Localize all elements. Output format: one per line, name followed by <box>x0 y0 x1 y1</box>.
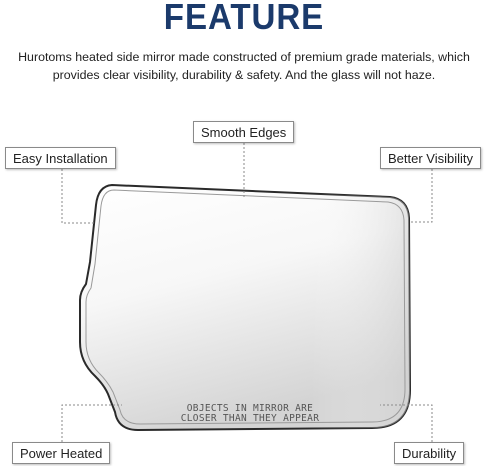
leader-power-heated <box>62 405 122 442</box>
feature-label-easy-installation: Easy Installation <box>5 147 116 169</box>
feature-label-durability: Durability <box>394 442 464 464</box>
mirror-warning-line2: CLOSER THAN THEY APPEAR <box>180 413 320 424</box>
leader-better-visibility <box>409 169 432 222</box>
page-title: FEATURE <box>163 0 325 37</box>
mirror-warning-text <box>150 404 350 424</box>
mirror-warning-line1: OBJECTS IN MIRROR ARE <box>186 403 314 414</box>
feature-label-power-heated: Power Heated <box>12 442 110 464</box>
feature-label-better-visibility: Better Visibility <box>380 147 481 169</box>
feature-label-smooth-edges: Smooth Edges <box>193 121 294 143</box>
product-description: Hurotoms heated side mirror made constructed of premium grade materials, which provides clear visibility, durability & safety. And the glass will not haze. <box>18 50 470 82</box>
leader-easy-installation <box>62 169 96 223</box>
